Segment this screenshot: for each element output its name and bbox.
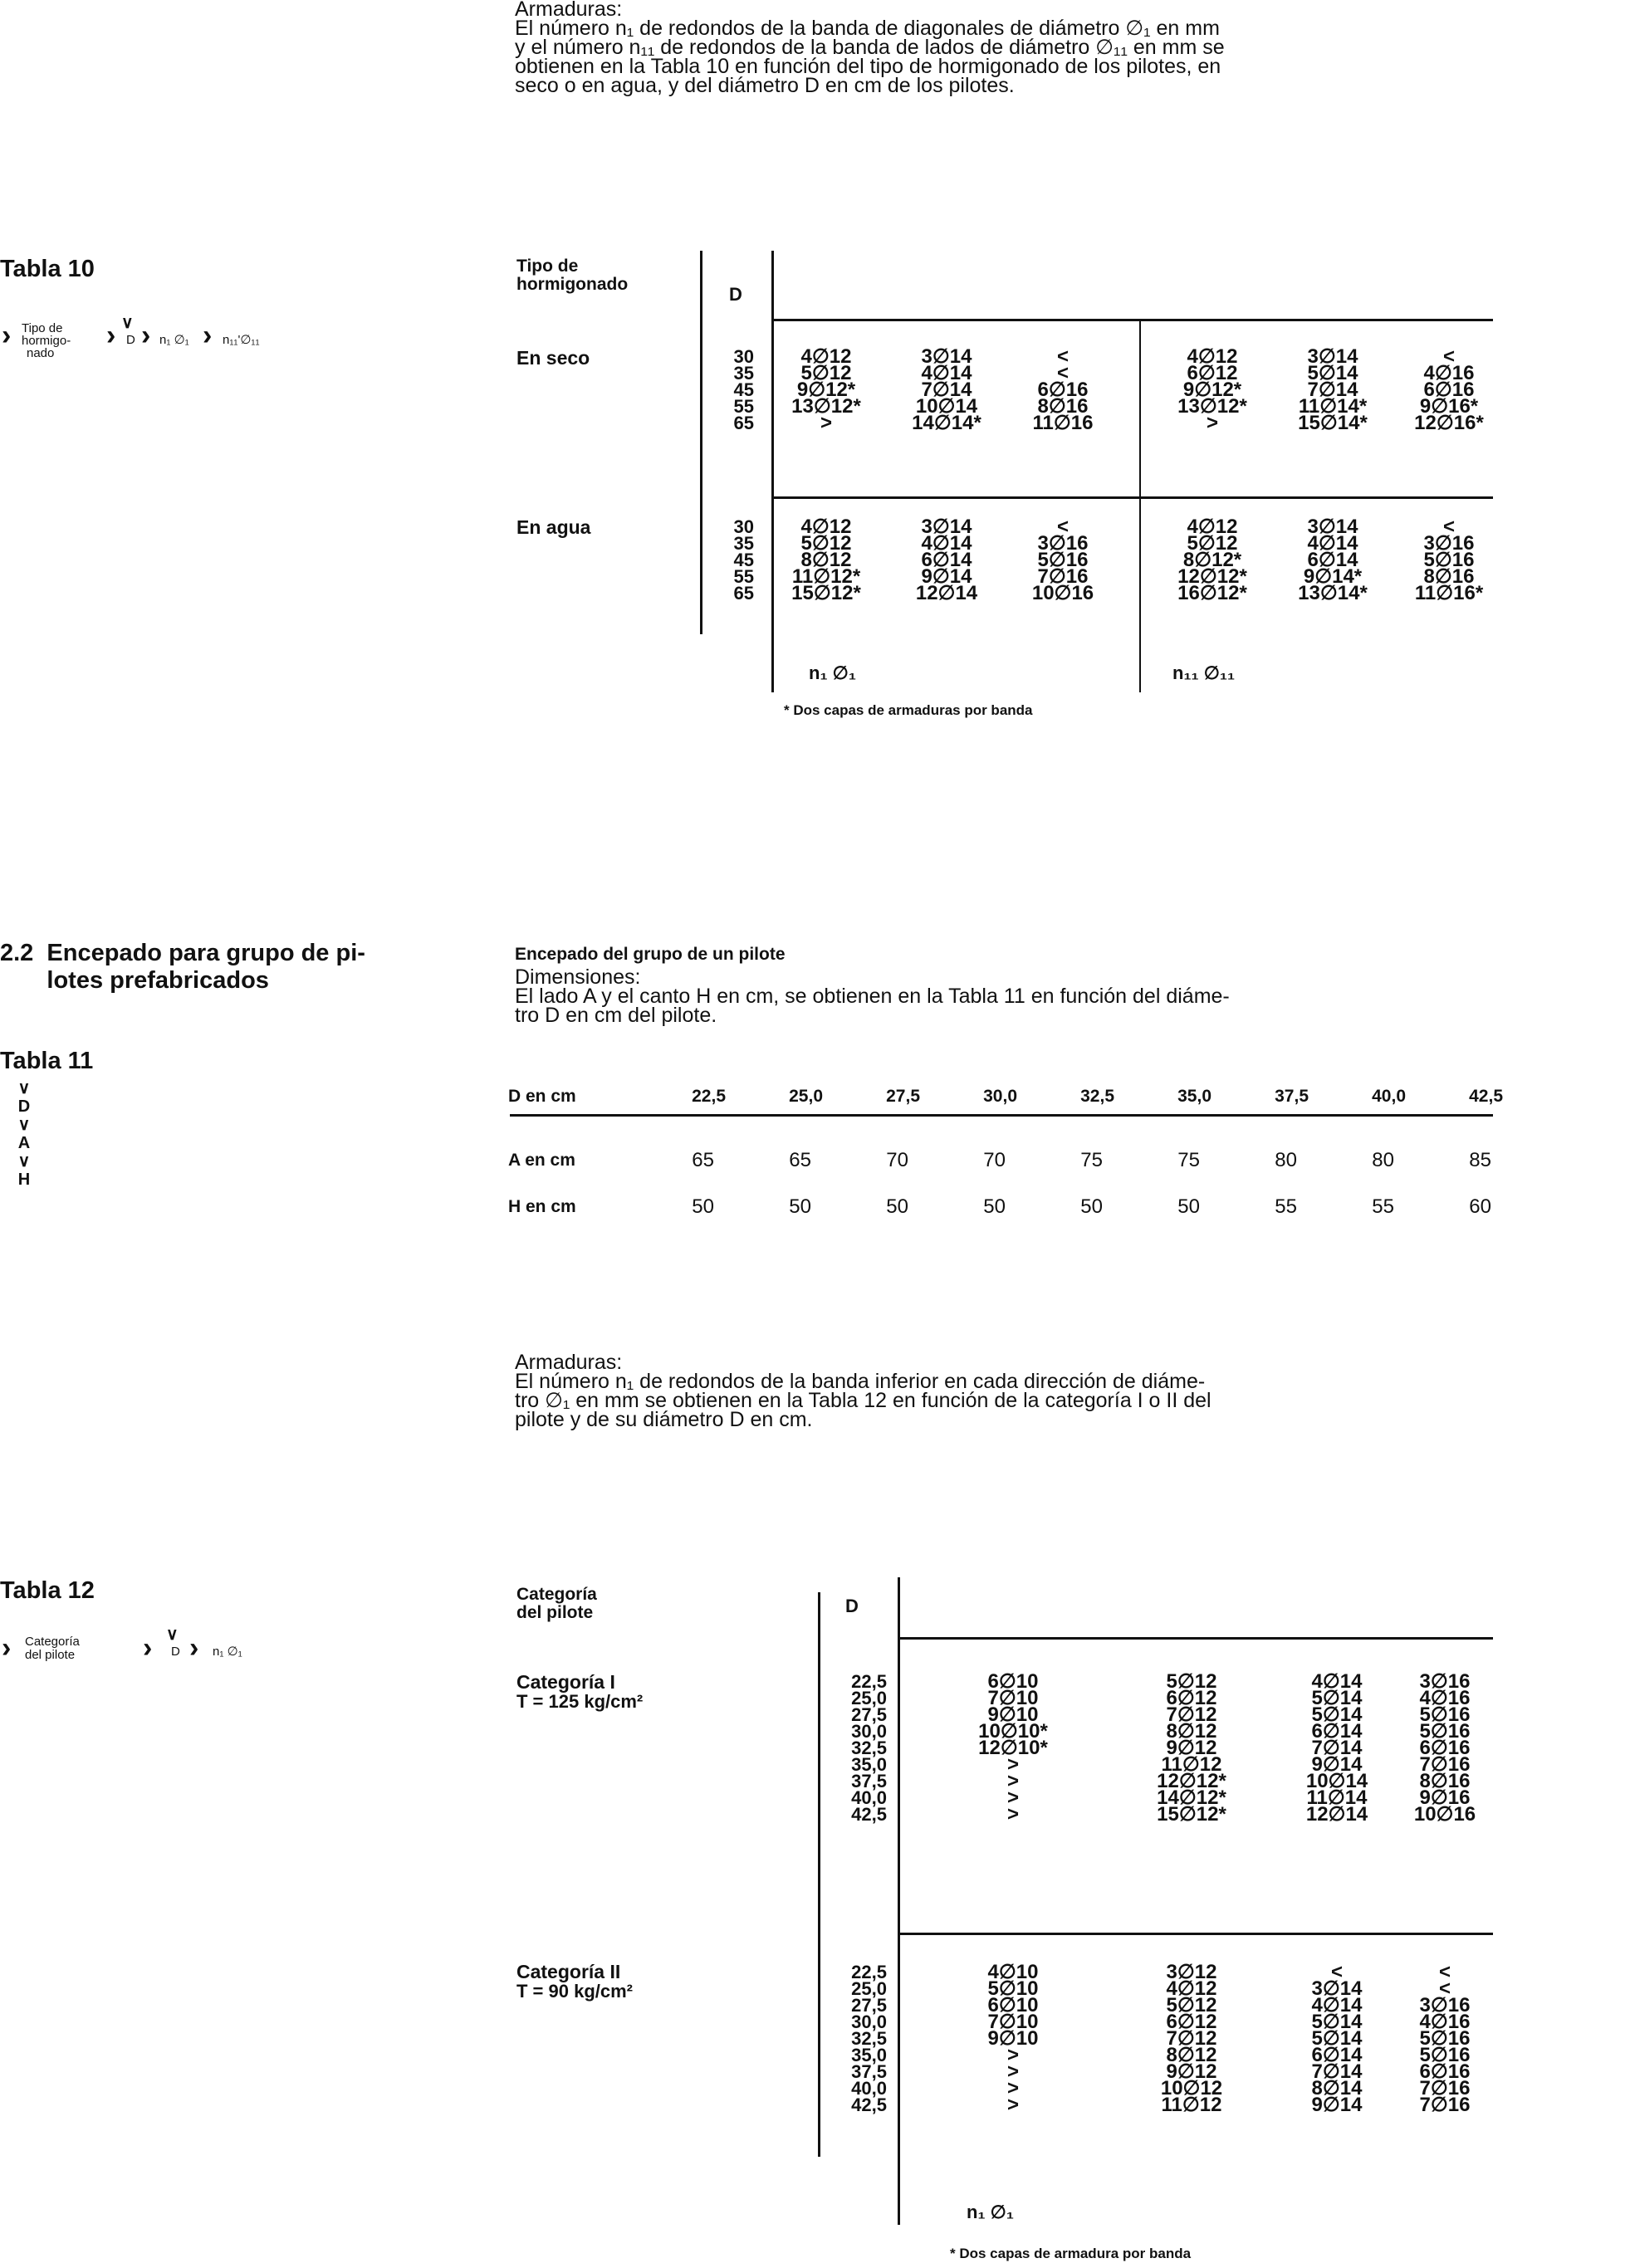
tabla12 — [0, 1577, 1630, 2268]
cell: 50 — [1177, 1195, 1200, 1218]
sidenote-line: del pilote — [25, 1648, 76, 1662]
rule — [772, 496, 1493, 499]
cell: 50 — [886, 1195, 908, 1218]
chevron-right-icon: › — [189, 1632, 199, 1664]
chevron-right-icon: › — [2, 1632, 12, 1664]
tabla12-label: Tabla 12 — [0, 1577, 95, 1604]
cell: 50 — [1080, 1195, 1103, 1218]
rule — [818, 1592, 820, 2157]
row-cat1: Categoría I — [516, 1671, 615, 1693]
row-cat1-t: T = 125 kg/cm² — [516, 1691, 644, 1712]
col-n1-16: < < 3∅16 4∅16 5∅16 5∅16 6∅16 7∅16 7∅16 — [1419, 1961, 1471, 2116]
col-d: 22,5 25,0 27,5 30,0 32,5 35,0 37,5 40,0 42,5 — [851, 1962, 887, 2115]
chevron-right-icon: › — [203, 320, 213, 351]
cell: 75 — [1177, 1149, 1200, 1171]
chevron-down-icon: ∨ — [17, 1116, 31, 1134]
chevron-down-icon: ∨ — [166, 1625, 179, 1644]
chevron-down-icon: ∨ — [17, 1152, 31, 1171]
row-label-h: H en cm — [508, 1197, 576, 1216]
rule — [772, 319, 1493, 321]
col-d: 30 35 45 55 65 — [733, 346, 754, 433]
col-n11-16: < 4∅16 6∅16 9∅16* 12∅16* — [1414, 345, 1484, 434]
row-cat2: Categoría II — [516, 1961, 621, 1982]
col-n1-14: 3∅14 4∅14 6∅14 9∅14 12∅14 — [915, 516, 978, 604]
col-n1-12: 3∅12 4∅12 5∅12 6∅12 7∅12 8∅12 9∅12 10∅12 11∅12 — [1160, 1961, 1223, 2116]
col-n1-16: < < 6∅16 8∅16 11∅16 — [1032, 345, 1094, 434]
chevron-down-icon: ∨ — [17, 1079, 31, 1097]
dims-heading: Dimensiones: — [515, 965, 641, 989]
col-n1-12: 5∅12 6∅12 7∅12 8∅12 9∅12 11∅12 12∅12* 14∅12* 15∅12* — [1157, 1670, 1226, 1826]
sidenote-line: D — [126, 333, 135, 347]
col-n1-10: 6∅10 7∅10 9∅10 10∅10* 12∅10* > > > > — [978, 1670, 1048, 1826]
armaduras2-heading: Armaduras: — [515, 1351, 623, 1374]
cell: 65 — [692, 1149, 714, 1171]
sidenote-line: n₁₁'∅₁₁ — [223, 333, 260, 347]
cell: 40,0 — [1372, 1087, 1406, 1106]
cell: 55 — [1372, 1195, 1394, 1218]
col-n1-14: 4∅14 5∅14 5∅14 6∅14 7∅14 9∅14 10∅14 11∅14 12∅14 — [1305, 1670, 1368, 1826]
cell: 42,5 — [1469, 1087, 1503, 1106]
footnote: * Dos capas de armaduras por banda — [784, 702, 1033, 718]
row-cat2-t: T = 90 kg/cm² — [516, 1981, 634, 2002]
col-d: 30 35 45 55 65 — [733, 516, 754, 604]
cell: 55 — [1275, 1195, 1297, 1218]
cell: 65 — [789, 1149, 811, 1171]
rule — [1139, 319, 1141, 692]
chevron-right-icon: › — [106, 320, 116, 351]
chevron-down-icon: ∨ — [121, 314, 134, 332]
sidenote-line: D — [171, 1645, 180, 1659]
cell: 75 — [1080, 1149, 1103, 1171]
row-label-a: A en cm — [508, 1151, 575, 1170]
cell: 37,5 — [1275, 1087, 1309, 1106]
cell: 60 — [1469, 1195, 1491, 1218]
stack-item: D — [17, 1097, 31, 1116]
col-n11-14: 3∅14 4∅14 6∅14 9∅14* 13∅14* — [1298, 516, 1368, 604]
cell: 50 — [983, 1195, 1006, 1218]
cell: 30,0 — [983, 1087, 1017, 1106]
rule — [898, 1577, 900, 2225]
tabla10-label: Tabla 10 — [0, 256, 95, 282]
sidenote-line: Categoría — [25, 1635, 80, 1649]
cell: 22,5 — [692, 1087, 726, 1106]
sidenote-line: hormigo- — [22, 334, 71, 348]
col-n1-14: 3∅14 4∅14 7∅14 10∅14 14∅14* — [912, 345, 981, 434]
header-cat: Categoría del pilote — [516, 1585, 597, 1622]
intro-text: El número n₁ de redondos de la banda de diagonales de diámetro ∅₁ en mm y el número n₁₁ de redondos de la banda de lados de diámetro ∅₁₁ en mm se obtienen en la Tabla 10 en función del tipo de hormigonado de los pilotes, en seco o en agua, y del diámetro D en cm de los pilotes. — [515, 17, 1225, 97]
dims-text: El lado A y el canto H en cm, se obtienen en la Tabla 11 en función del diáme- tro D en cm del pilote. — [515, 985, 1230, 1027]
sidenote-line: nado — [27, 346, 55, 360]
col-n1-12: 4∅12 5∅12 8∅12 11∅12* 15∅12* — [791, 516, 861, 604]
row-label-d: D en cm — [508, 1087, 576, 1106]
col-n1-16: 3∅16 4∅16 5∅16 5∅16 6∅16 7∅16 8∅16 9∅16 10∅16 — [1413, 1670, 1476, 1826]
footer-n11: n₁₁ ∅₁₁ — [1172, 662, 1236, 683]
cell: 70 — [983, 1149, 1006, 1171]
footer-n1: n₁ ∅₁ — [967, 2202, 1014, 2222]
header-d: D — [845, 1596, 859, 1616]
footer-n1: n₁ ∅₁ — [809, 662, 856, 683]
chevron-right-icon: › — [143, 1632, 153, 1664]
armaduras2-text: El número n₁ de redondos de la banda inferior en cada dirección de diáme- tro ∅₁ en mm se obtienen en la Tabla 12 en función de la categoría I o II del pilote y de su diámetro D en cm. — [515, 1370, 1211, 1431]
rule — [898, 1637, 1493, 1640]
row-agua: En agua — [516, 516, 591, 538]
col-n1-12: 4∅12 5∅12 9∅12* 13∅12* > — [791, 345, 861, 434]
header-d: D — [729, 284, 742, 305]
stack-item: A — [17, 1134, 31, 1152]
rule — [898, 1933, 1493, 1935]
col-n1-10: 4∅10 5∅10 6∅10 7∅10 9∅10 > > > > — [987, 1961, 1039, 2116]
cell: 32,5 — [1080, 1087, 1114, 1106]
intro-heading: Armaduras: — [515, 0, 623, 21]
col-n1-16: < 3∅16 5∅16 7∅16 10∅16 — [1031, 516, 1094, 604]
col-d: 22,5 25,0 27,5 30,0 32,5 35,0 37,5 40,0 42,5 — [851, 1671, 887, 1825]
col-n1-14: < 3∅14 4∅14 5∅14 5∅14 6∅14 7∅14 8∅14 9∅14 — [1311, 1961, 1363, 2116]
cell: 35,0 — [1177, 1087, 1211, 1106]
sidenote-line: n₁ ∅₁ — [213, 1645, 242, 1659]
cell: 85 — [1469, 1149, 1491, 1171]
section-heading: 2.2 Encepado para grupo de pi- lotes prefabricados — [0, 940, 365, 994]
cell: 25,0 — [789, 1087, 823, 1106]
cell: 80 — [1275, 1149, 1297, 1171]
cell: 50 — [789, 1195, 811, 1218]
row-seco: En seco — [516, 347, 590, 369]
col-n11-12: 4∅12 5∅12 8∅12* 12∅12* 16∅12* — [1177, 516, 1247, 604]
tabla11 — [0, 1079, 1630, 1245]
cell: 80 — [1372, 1149, 1394, 1171]
col-n11-12: 4∅12 6∅12 9∅12* 13∅12* > — [1177, 345, 1247, 434]
sidenote-line: n₁ ∅₁ — [159, 333, 189, 347]
chevron-right-icon: › — [141, 320, 151, 351]
sidenote-line: Tipo de — [22, 321, 63, 335]
rule — [700, 251, 702, 634]
cell: 50 — [692, 1195, 714, 1218]
stack-item: H — [17, 1171, 31, 1189]
rule — [771, 251, 774, 692]
header-tipo: Tipo de hormigonado — [516, 257, 629, 294]
tabla10 — [0, 249, 1630, 747]
col-n11-14: 3∅14 5∅14 7∅14 11∅14* 15∅14* — [1298, 345, 1368, 434]
col-n11-16: < 3∅16 5∅16 8∅16 11∅16* — [1414, 516, 1484, 604]
rule — [510, 1114, 1493, 1117]
cell: 70 — [886, 1149, 908, 1171]
cell: 27,5 — [886, 1087, 920, 1106]
footnote: * Dos capas de armadura por banda — [950, 2246, 1192, 2261]
tabla11-label: Tabla 11 — [0, 1048, 94, 1074]
section-subheading: Encepado del grupo de un pilote — [515, 945, 786, 964]
chevron-right-icon: › — [2, 320, 12, 351]
